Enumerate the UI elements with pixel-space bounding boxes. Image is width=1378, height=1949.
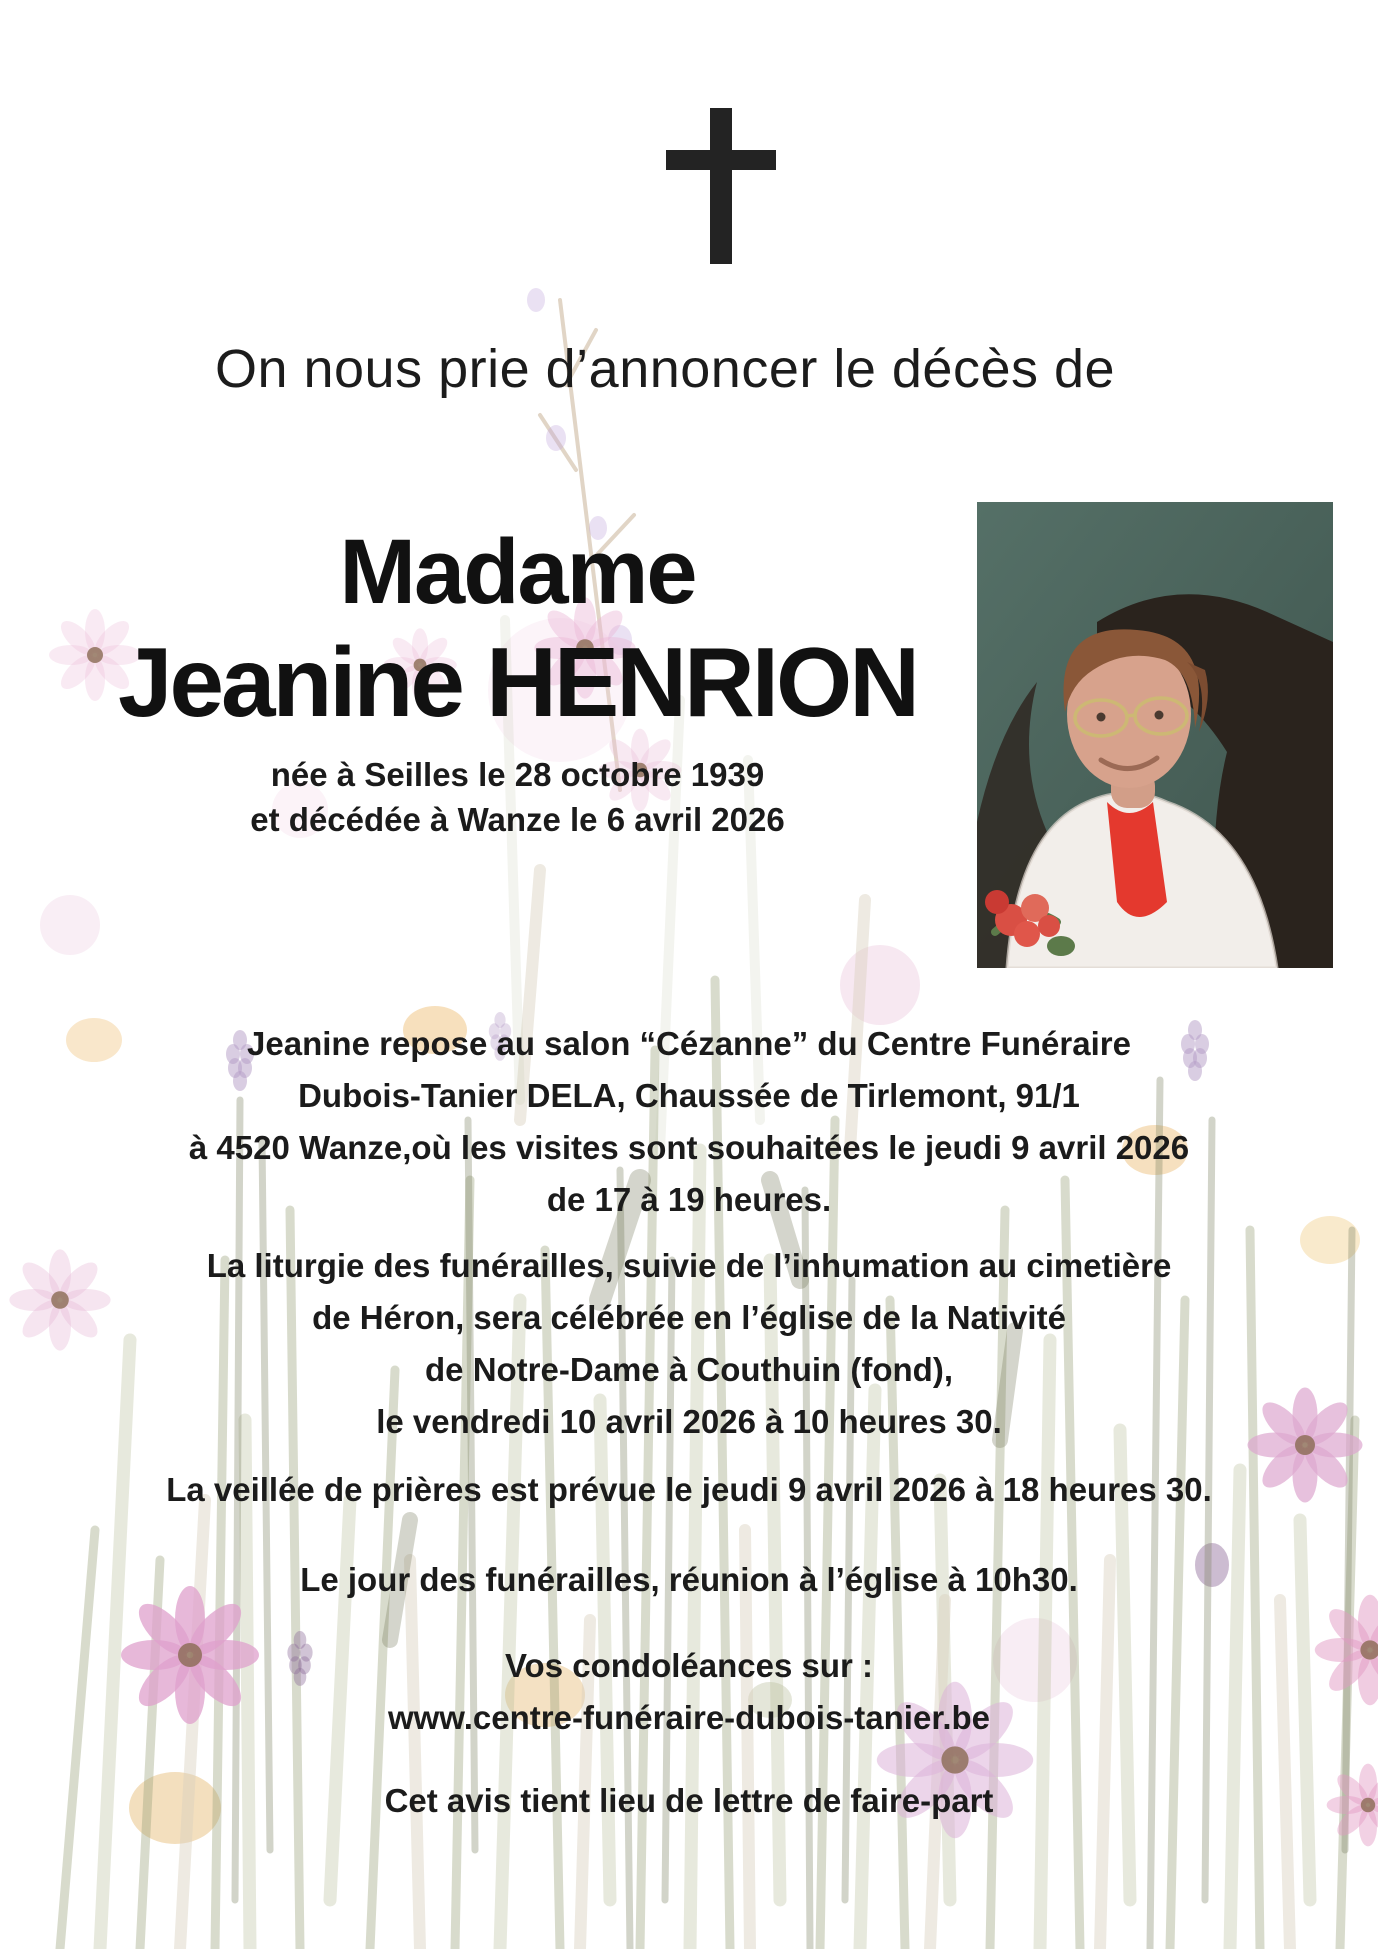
paragraph-line: La liturgie des funérailles, suivie de l’inhumation au cimetière xyxy=(206,1247,1172,1284)
paragraph-liturgie xyxy=(0,1240,1378,1448)
paragraph-line: Dubois-Tanier DELA, Chaussée de Tirlemont, 91/1 xyxy=(298,1077,1080,1114)
footer-line: Cet avis tient lieu de lettre de faire-part xyxy=(384,1782,994,1819)
paragraph-veillee: La veillée de prières est prévue le jeudi 9 avril 2026 à 18 heures 30. xyxy=(166,1471,1212,1508)
paragraph-line: le vendredi 10 avril 2026 à 10 heures 30. xyxy=(376,1403,1002,1440)
name-block xyxy=(0,520,1035,842)
portrait-photo xyxy=(977,502,1333,968)
condoleances-label: Vos condoléances sur : xyxy=(505,1647,873,1684)
christian-cross-glyph xyxy=(666,108,776,264)
paragraph-line: de Héron, sera célébrée en l’église de la Nativité xyxy=(312,1299,1066,1336)
birth-line: née à Seilles le 28 octobre 1939 xyxy=(270,755,765,793)
paragraph-line: Jeanine repose au salon “Cézanne” du Centre Funéraire xyxy=(247,1025,1131,1062)
christian-cross-icon xyxy=(666,108,776,264)
deceased-name: Jeanine HENRION xyxy=(117,626,918,737)
paragraph-condoleances xyxy=(0,1640,1378,1744)
paragraph-line: à 4520 Wanze,où les visites sont souhaitées le jeudi 9 avril 2026 xyxy=(188,1129,1190,1166)
paragraph-repose xyxy=(0,1018,1378,1226)
condoleances-url: www.centre-funéraire-dubois-tanier.be xyxy=(387,1699,991,1736)
paragraph-line: de Notre-Dame à Couthuin (fond), xyxy=(425,1351,953,1388)
deceased-title: Madame xyxy=(339,521,696,623)
paragraph-reunion: Le jour des funérailles, réunion à l’église à 10h30. xyxy=(300,1561,1078,1598)
portrait-photo-illustration xyxy=(977,502,1333,968)
death-line: et décédée à Wanze le 6 avril 2026 xyxy=(250,800,785,838)
intro-line: On nous prie d’annoncer le décès de xyxy=(214,339,1116,399)
paragraph-line: de 17 à 19 heures. xyxy=(546,1181,832,1218)
